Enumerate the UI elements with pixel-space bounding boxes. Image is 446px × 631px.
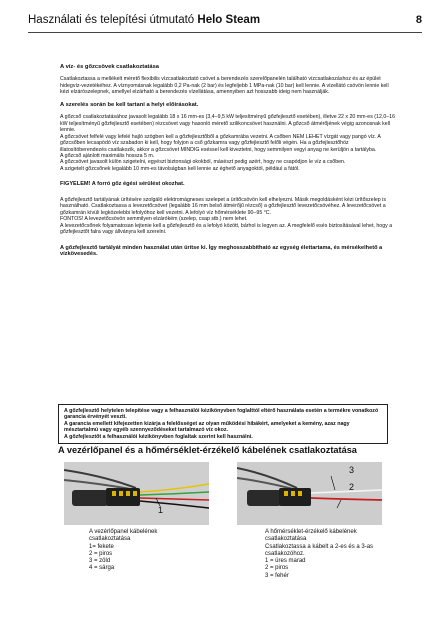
temperature-sensor-cable-photo: [237, 462, 382, 525]
paragraph: FONTOS! A levezetőcsövön semmilyen elzárókém (szelep, csap stb.) nem lehet.: [60, 216, 248, 223]
temperature-sensor-caption: A hőmérséklet-érzékelő kábelének csatlakoztatása Csatlakoztassa a kábelt a 2-es és a 3-as csatlakozóhoz. 1 = üres marad 2 = piros 3 = fehér: [265, 529, 374, 579]
paragraph: A gőzcsövet javasolt külön szigetelni, egyészt biztonsági okokból, másészt pedig azért, hogy ne csapódjon le víz a csőben.: [60, 159, 346, 166]
paragraph: A gőzcső csatlakoztatásához javasolt legalább 18 x 16 mm-es (3,4–9,5 kW teljesítményű gőzfejlesztő esetében), illetve 22 x 20 mm-es (12,0–16 kW teljesítményű gőzfejlesztő esetében) rézcsövet vagy hasonló mérető szilikoncsövet használni. A gőzcső átmérőjének végig azonosnak kell lennie.: [60, 114, 396, 134]
paragraph: A levezetőcsőnek folyamatosan lejtenie kell a gőzfejlesztő és a lefolyó között, bárhol is legyen az. A megfelelő esés biztosításával lehet, hogy a gőzfejlesztőt falra vagy állványra kell szerelni.: [60, 222, 393, 236]
paragraph: Csatlakoztassa a mellékelt mérető flexibilis vízcsatlakoztató csövet a berendezés szerelőpanelén található vízcsatlakozáshoz és az épület hidegvíz-vezetékéhez. A víznyomásnak legalább 0,2 Pa-nak (2 bar) és legfeljebb 1 MPa-nak (10 bar) kell lennie. A vízellátó csövön lennie kell kézi elzárószelepnek, amellyel elzárható a berendezés vízellátása, amennyiben azt hosszabb ideig nem használják.: [60, 76, 389, 96]
wire-label-2: 2: [349, 482, 355, 492]
rules-heading: A szerelés során be kell tartani a helyi előírásokat.: [60, 101, 199, 108]
section-heading: A víz- és gőzcsövek csatlakoztatása: [60, 64, 160, 70]
control-panel-cable-photo: [64, 462, 209, 525]
wire-label-3: 3: [349, 465, 355, 475]
header-rule: [28, 32, 422, 33]
main-text: [60, 64, 395, 257]
paragraph: A gőzfejlesztő tartályának ürítésére szolgáló elektromágneses szelepet a ürítőcsövön kell elhelyezni. Másik megoldásként kézi ürítőszelep is használható. Csatlakoztassa a levezetőcsövet (legalább 16 mm belső átmérőjű rézcső) a gőzfejlesztő levezetőcsövéhez. A levezetőcsövet a gőzkamrán kívüli legközelebbi lefolyóhoz kell vezetni. A lefolyó víz hőmérséklete 90–95 °C.: [60, 196, 386, 216]
page-header: [28, 12, 422, 34]
cable-section-title: A vezérlőpanel és a hőmérséklet-érzékelő kábelének csatlakoztatása: [58, 445, 357, 455]
drain-warning: A gőzfejlesztő tartályát minden használat után ürítse ki. Így meghosszabbítható az egység élettartama, és mérsékelhető a vízkövesedés.: [60, 244, 383, 257]
document-title: Használati és telepítési útmutató Helo Steam: [28, 14, 261, 26]
burn-warning: FIGYELEM! A forró gőz égési sérülést okozhat.: [60, 181, 185, 188]
page-number: 8: [415, 14, 422, 26]
wire-label-1: 1: [158, 505, 164, 515]
paragraph: A gőzcső ajánlott maximális hossza 5 m.: [60, 152, 155, 159]
paragraph: A szigetelt gőzcsőnek legalább 10 mm-es távolságban kell lennie az éghető anyagoktól, például a fától.: [60, 165, 300, 172]
paragraph: A gőzcsövet felfelé vagy lefelé hajló szögben kell a gőzfejlesztőből a gőzkamrába vezetni. A csőben NEM LEHET vízgát vagy pangó víz. A gőzcsőben lecsapódó víz szabadon ki kell, hogy folyjon a cső gőzkamra vagy gőzfejlesztő felőli végén. Ha a gőzfejlesztőhöz illatosítóberendezés csatlakozik, akkor a gőzcsövet MINDIG eséssel kell kiveztetni, hogy semmilyen vegyi anyag ne kerüljön a tartályba.: [60, 133, 381, 153]
control-panel-caption: A vezérlőpanel kábelének csatlakoztatása 1= fekete 2 = piros 3 = zöld 4 = sárga: [89, 529, 158, 572]
brand-name: Helo Steam: [197, 14, 261, 26]
warranty-notice: A gőzfejlesztő helytelen telepítése vagy a felhasználói kézikönyvben foglalttól eltérő használata esetén a termékre vonatkozó garancia érvényét veszti. A garancia emellett kifejezetten kizárja a felelősséget az olyan működési hibákért, amelyeket a kemény, azaz nagy mésztartalmú vagy egyéb szennyeződéseket tartalmazó víz okoz. A gőzfejlesztőt a felhasználói kézikönyvben foglaltak szerint kell használni.: [58, 404, 388, 444]
